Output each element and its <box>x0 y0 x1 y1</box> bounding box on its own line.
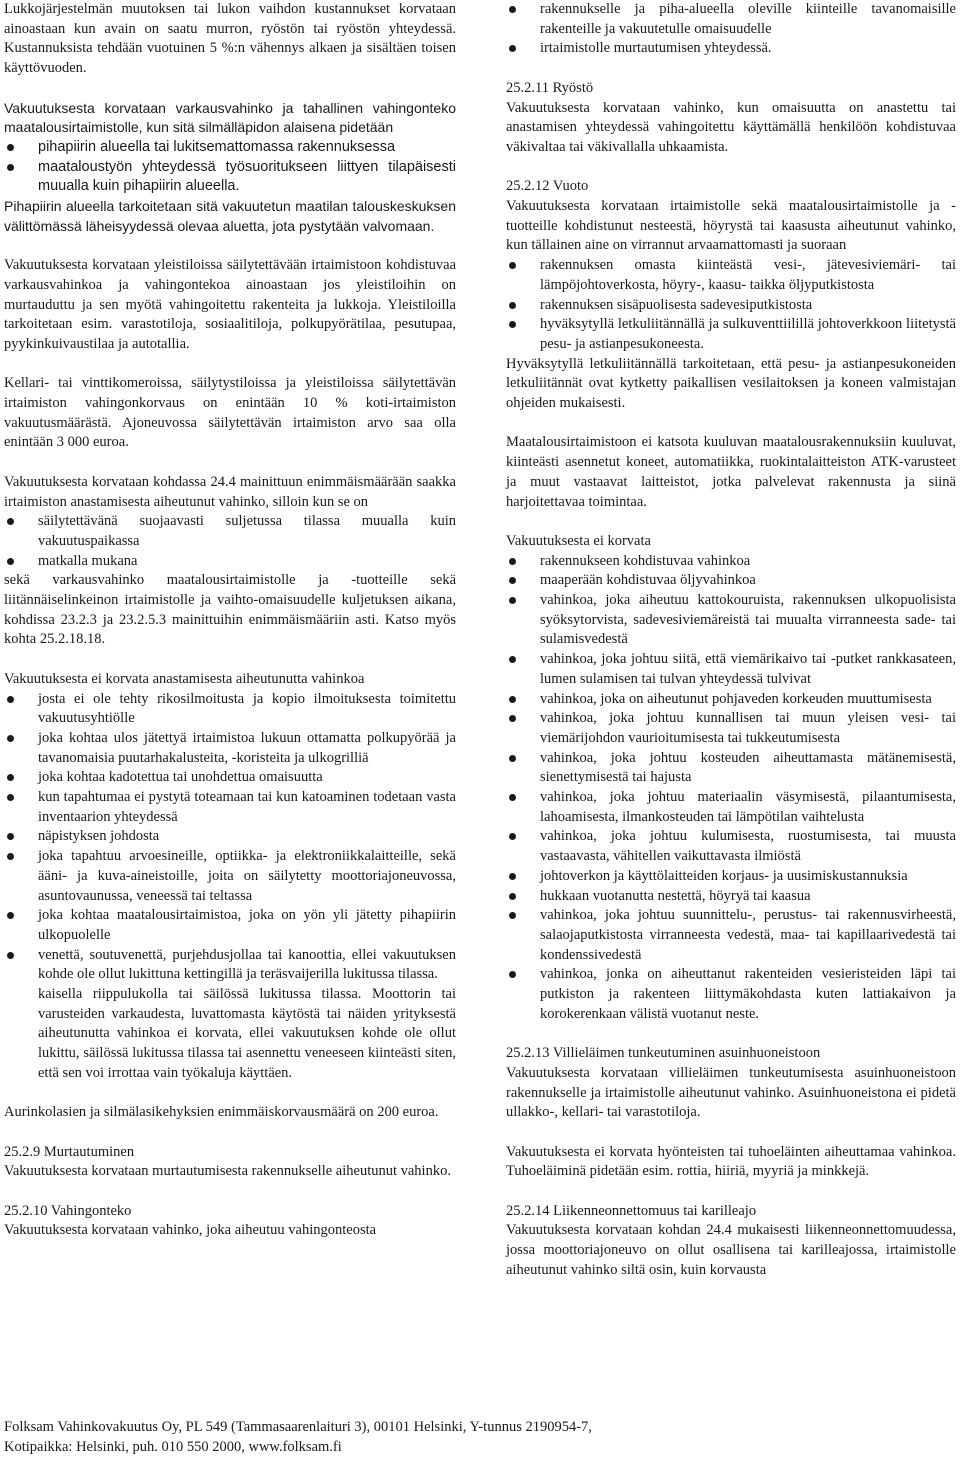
list-item: rakennuksen sisäpuolisesta sadevesiputkistosta <box>506 296 956 316</box>
list-item: joka kohtaa maatalousirtaimistoa, joka on yön yli jätetty pihapiirin ulkopuolelle <box>4 906 456 945</box>
section-24-4-list <box>4 512 456 571</box>
list-continuation: kaisella riippulukolla tai säilössä lukitussa tilassa. Moottorin tai varusteiden varkaudesta, luvattomasta käytöstä tai näiden yrityksestä aiheutunutta vahinkoa ei korvata, ellei vakuutuksen kohde ole ollut lukittu, säilössä lukitussa tilassa tai asennettu veneeseen kiinteästi siten, että sen voi irrottaa vain työkaluja käyttäen. <box>38 986 456 1081</box>
list-item: rakennukselle ja piha-alueella oleville kiinteille tavanomaisille rakenteille ja vakuutetulle omaisuudelle <box>506 0 956 39</box>
right-column <box>506 0 956 1281</box>
kellari-paragraph: Kellari- tai vinttikomeroissa, säilytystiloissa ja yleistiloissa säilytettävän irtaimiston vahingonkorvaus on enintään 10 % koti-irtaimiston vakuutusmäärästä. Ajoneuvossa säilytettävän irtaimiston arvo saa olla enintään 3 000 euroa. <box>4 375 456 451</box>
leak-sources-list <box>506 256 956 355</box>
section-heading-25-2-14: 25.2.14 Liikenneonnettomuus tai karilleajo <box>506 1202 757 1219</box>
list-item: vahinkoa, joka johtuu kunnallisen tai muun yleisen vesi- tai viemärijohdon vaurioitumisesta tai tukkeutumisesta <box>506 709 956 748</box>
section-body-25-2-10: Vakuutuksesta korvataan vahinko, joka aiheutuu vahingonteosta <box>4 1222 377 1239</box>
list-item: pihapiirin alueella tai lukitsemattomassa rakennuksessa <box>4 138 456 158</box>
section-24-4-paragraph: Vakuutuksesta korvataan kohdassa 24.4 mainittuun enimmäismäärään saakka irtaimiston anastamisesta aiheutunut vahinko, silloin kun se on <box>4 473 456 510</box>
list-item: rakennukseen kohdistuvaa vahinkoa <box>506 552 956 572</box>
section-heading-25-2-11: 25.2.11 Ryöstö <box>506 79 594 96</box>
list-item: maaperään kohdistuvaa öljyvahinkoa <box>506 571 956 591</box>
list-item: vahinkoa, joka johtuu siitä, että viemärikaivo tai -putket rankkasateen, lumen sulamisen tai tulvan yhteydessä tulvivat <box>506 650 956 689</box>
list-item: maataloustyön yhteydessä työsuoritukseen liittyen tilapäisesti muualla kuin pihapiirin alueella. <box>4 158 456 197</box>
list-item: vahinkoa, joka johtuu kosteuden aiheuttamasta mätänemisestä, sienettymisestä tai hajusta <box>506 749 956 788</box>
intro-paragraph: Lukkojärjestelmän muutoksen tai lukon vaihdon kustannukset korvataan ainoastaan kun avain on saatu murron, ryöstön tai ryöstön yhteydessä. Kustannuksista tehdään vuotuinen 5 %:n vähennys alkaen ja sisältäen toisen käyttövuoden. <box>4 1 456 77</box>
section-heading-25-2-10: 25.2.10 Vahingonteko <box>4 1202 132 1219</box>
list-item: vahinkoa, joka johtuu suunnittelu-, perustus- tai rakennusvirheestä, salaojaputkistosta virranneesta vedestä, maa- tai kapillaarivedestä tai kondenssivedestä <box>506 906 956 965</box>
vandalism-paragraph: Vakuutuksesta korvataan varkausvahinko ja tahallinen vahingonteko maatalousirtaimistolle, kun sitä silmälläpidon alaisena pidetään <box>4 99 456 136</box>
list-item: joka kohtaa kadotettua tai unohdettua omaisuutta <box>4 768 456 788</box>
list-item: säilytettävänä suojaavasti suljetussa tilassa muualla kuin vakuutuspaikassa <box>4 512 456 551</box>
list-item: kun tapahtumaa ei pystytä toteamaan tai kun katoaminen todetaan vasta inventaarion yhteydessä <box>4 788 456 827</box>
footer-contact-line: Kotipaikka: Helsinki, puh. 010 550 2000, www.folksam.fi <box>4 1438 342 1455</box>
hose-connection-paragraph: Hyväksytyllä letkuliitännällä tarkoitetaan, että pesu- ja astianpesukoneiden letkuliitännät ovat kytketty paikallisen vesilaitoksen ja koneen valmistajan ohjeiden mukaisesti. <box>506 355 956 412</box>
exclusions-list <box>4 690 456 986</box>
list-item: venettä, soutuvenettä, purjehdusjollaa tai kanoottia, ellei vakuutuksen kohde ole ollut lukittuna kettingillä ja teräsvaijerilla lukitussa tilassa. <box>4 946 456 985</box>
section-body-25-2-14: Vakuutuksesta korvataan kohdan 24.4 mukaisesti liikenneonnettomuudessa, jossa moottoriajoneuvo on ollut osallisena tai karilleajossa, irtaimistolle aiheutunut vahinko siltä osin, kuin korvausta <box>506 1222 956 1278</box>
list-item: vahinkoa, joka johtuu kulumisesta, ruostumisesta, tai muusta vastaavasta, vähitellen vaikuttavasta ilmiöstä <box>506 827 956 866</box>
list-item: matkalla mukana <box>4 552 456 572</box>
leak-exclusions-list <box>506 552 956 1025</box>
left-column <box>4 0 456 1241</box>
farm-property-paragraph: Maatalousirtaimistoon ei katsota kuuluvan maatalousrakennuksiin kuuluvat, kiinteästi asennetut koneet, automatiikka, ruokintalaitteiston ATK-varusteet ja muut vastaavat laitteistot, jotka palvelevat rakennusta ja siinä harjoitettavaa toimintaa. <box>506 434 956 510</box>
list-item: joka kohtaa ulos jätettyä irtaimistoa lukuun ottamatta polkupyörää ja tavanomaisia puutarhakalusteita, -koristeita ja ulkogrilliä <box>4 729 456 768</box>
section-body-25-2-12: Vakuutuksesta korvataan irtaimistolle sekä maatalousirtaimistolle ja -tuotteille kohdistunut nesteestä, höyrystä tai kaasusta aiheutunut vahinko, kun tällainen aine on virrannut arvaamattomasti ja suoraan <box>506 198 956 254</box>
exclusions-intro: Vakuutuksesta ei korvata anastamisesta aiheutunutta vahinkoa <box>4 670 365 687</box>
sunglasses-paragraph: Aurinkolasien ja silmälasikehyksien enimmäiskorvausmäärä on 200 euroa. <box>4 1104 439 1121</box>
vandalism-targets-list <box>506 0 956 59</box>
list-item: vahinkoa, jonka on aiheuttanut rakenteiden vesieristeiden läpi tai putkiston ja rakenteen liittymäkohdasta kuten lattiakaivon ja korokerenkaan välistä vuotanut neste. <box>506 965 956 1024</box>
section-heading-25-2-9: 25.2.9 Murtautuminen <box>4 1143 135 1160</box>
section-heading-25-2-13: 25.2.13 Villieläimen tunkeutuminen asuinhuoneistoon <box>506 1045 821 1062</box>
section-body-25-2-9: Vakuutuksesta korvataan murtautumisesta rakennukselle aiheutunut vahinko. <box>4 1163 451 1180</box>
list-item: hukkaan vuotanutta nestettä, höyryä tai kaasua <box>506 887 956 907</box>
leak-exclusions-intro: Vakuutuksesta ei korvata <box>506 532 651 549</box>
yleistilat-paragraph: Vakuutuksesta korvataan yleistiloissa säilytettävään irtaimistoon kohdistuvaa varkausvahinkoa ja vahingontekoa ainoastaan jos yleistiloihin on murtauduttu ja sen myötä vahingoitettu rakenteita ja lukkoja. Yleistiloilla tarkoitetaan esim. varastotiloja, sosiaalitiloja, polkupyörätilaa, pesutupaa, pyykinkuivaustilaa ja autotallia. <box>4 257 456 352</box>
section-heading-25-2-12: 25.2.12 Vuoto <box>506 178 589 195</box>
list-item: irtaimistolle murtautumisen yhteydessä. <box>506 39 956 59</box>
vandalism-list <box>4 138 456 197</box>
list-item: joka tapahtuu arvoesineille, optiikka- ja elektroniikkalaitteille, sekä ääni- ja kuva-aineistoille, joita on säilytetty moottoriajoneuvossa, asuntovaunussa, veneessä tai teltassa <box>4 847 456 906</box>
list-item: vahinkoa, joka on aiheutunut pohjaveden korkeuden muuttumisesta <box>506 690 956 710</box>
list-item: vahinkoa, joka aiheutuu kattokouruista, rakennuksen ulkopuolisista syöksytorvista, sadevesiviemäreistä tai muualta virranneesta sade- tai sulamisvedestä <box>506 591 956 650</box>
list-item: hyväksytyllä letkuliitännällä ja sulkuventtiilillä johtoverkkoon liitetystä pesu- ja astianpesukoneesta. <box>506 315 956 354</box>
list-item: rakennuksen omasta kiinteästä vesi-, jätevesiviemäri- tai lämpöjohtoverkosta, höyry-, kaasu- taikka öljyputkistosta <box>506 256 956 295</box>
insects-paragraph: Vakuutuksesta ei korvata hyönteisten tai tuhoeläinten aiheuttamaa vahinkoa. Tuhoeläiminä pidetään esim. rottia, hiiriä, myyriä ja minkkejä. <box>506 1143 956 1180</box>
pihapiiri-paragraph: Pihapiirin alueella tarkoitetaan sitä vakuutetun maatilan talouskeskuksen välittömässä läheisyydessä olevaa aluetta, jota pystytään valvomaan. <box>4 198 456 234</box>
transport-paragraph: sekä varkausvahinko maatalousirtaimistolle ja -tuotteille sekä liitännäiselinkeinon irtaimistolle ja vaihto-omaisuudelle kuljetuksen aikana, kohdissa 23.2.3 ja 23.2.5.3 mainittuihin enimmäismääriin asti. Katso myös kohta 25.2.18.18. <box>4 572 456 648</box>
footer-address-line: Folksam Vahinkovakuutus Oy, PL 549 (Tammasaarenlaituri 3), 00101 Helsinki, Y-tunnus 2190954-7, <box>4 1419 592 1435</box>
list-item: vahinkoa, joka johtuu materiaalin väsymisestä, pilaantumisesta, lahoamisesta, ilmankosteuden tai lämpötilan vaihtelusta <box>506 788 956 827</box>
page-footer <box>4 1418 944 1457</box>
list-item: näpistyksen johdosta <box>4 827 456 847</box>
section-body-25-2-11: Vakuutuksesta korvataan vahinko, kun omaisuutta on anastettu tai anastamisen yhteydessä vahingoitettu käyttämällä henkilöön kohdistuvaa väkivaltaa tai väkivallalla uhkaamista. <box>506 99 956 155</box>
list-item: johtoverkon ja käyttölaitteiden korjaus- ja uusimiskustannuksia <box>506 867 956 887</box>
list-item: josta ei ole tehty rikosilmoitusta ja kopio ilmoituksesta toimitettu vakuutusyhtiölle <box>4 690 456 729</box>
section-body-25-2-13: Vakuutuksesta korvataan villieläimen tunkeutumisesta asuinhuoneistoon rakennukselle ja irtaimistolle aiheutunut vahinko. Asuinhuoneistona ei pidetä ullakko-, kellari- tai varastotiloja. <box>506 1064 956 1121</box>
